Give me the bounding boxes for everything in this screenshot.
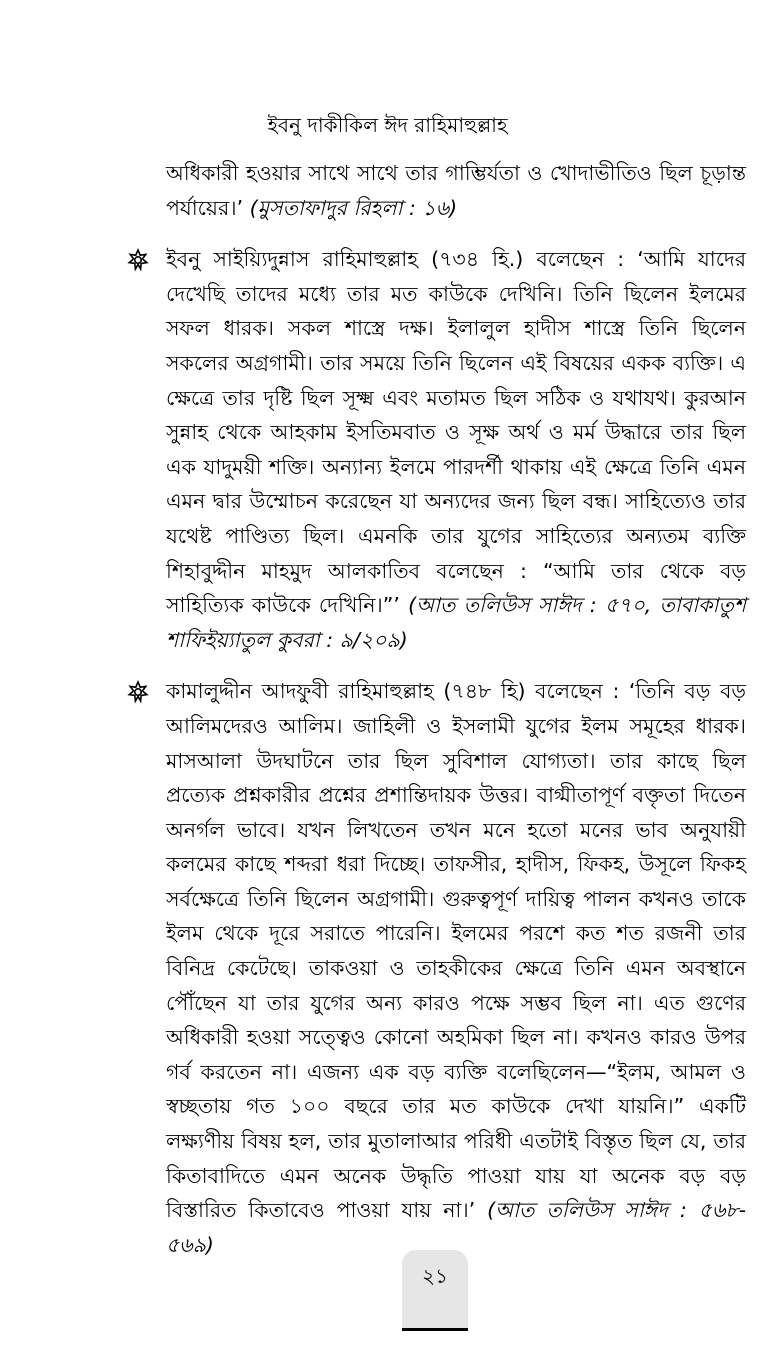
quote-item — [166, 242, 746, 657]
running-header: ইবনু দাকীকিল ঈদ রাহিমাহুল্লাহ — [267, 113, 508, 137]
flower-bullet-icon — [126, 248, 150, 272]
quote-paragraph — [166, 242, 746, 657]
page-number: ২১ — [422, 1264, 448, 1288]
flower-bullet-icon — [126, 680, 150, 704]
page-number-tab — [402, 1250, 468, 1328]
page-number-rule — [402, 1328, 468, 1331]
quote-citation: (আত তলিউস সাঈদ : ৫৬৮- ৫৬৯) — [166, 1198, 746, 1257]
intro-paragraph — [166, 156, 746, 225]
quote-paragraph — [166, 674, 746, 1262]
intro-citation: (মুসতাফাদুর রিহলা : ১৬) — [249, 195, 458, 220]
quote-text: ইবনু সাইয়্যিদুন্নাস রাহিমাহুল্লাহ (৭৩৪ হি.) বলেছেন : ‘আমি যাদের দেখেছি তাদের মধ্যে তার মত কাউকে দেখিনি। তিনি ছিলেন ইলমের সফল ধারক। সকল শাস্ত্রে দক্ষ। ইলালুল হাদীস শাস্ত্রে তিনি ছিলেন সকলের অগ্রগামী। তার সময়ে তিনি ছিলেন এই বিষয়ের একক ব্যক্তি। এ ক্ষেত্রে তার দৃষ্টি ছিল সূক্ষ্ম এবং মতামত ছিল সঠিক ও যথাযথ। কুরআন সুন্নাহ থেকে আহকাম ইসতিমবাত ও সূক্ষ অর্থ ও মর্ম উদ্ধারে তার ছিল এক যাদুময়ী শক্তি। অন্যান্য ইলমে পারদর্শী থাকায় এই ক্ষেত্রে তিনি এমন এমন দ্বার উম্মোচন করেছেন যা অন্যদের জন্য ছিল বন্ধ। সাহিত্যেও তার যথেষ্ট পাণ্ডিত্য ছিল। এমনকি তার যুগের সাহিত্যের অন্যতম ব্যক্তি শিহাবুদ্দীন মাহমুদ আলকাতিব বলেছেন : “আমি তার থেকে বড় সাহিত্যিক কাউকে দেখিনি।”’ — [166, 247, 746, 618]
quote-item — [166, 674, 746, 1262]
intro-text: অধিকারী হওয়ার সাথে সাথে তার গাম্ভির্যতা ও খোদাভীতিও ছিল চূড়ান্ত পর্যায়ের।’ — [166, 161, 746, 220]
quote-citation: (আত তলিউস সাঈদ : ৫৭০, তাবাকাতুশ শাফিইয়্যাতুল কুবরা : ৯/২০৯) — [166, 593, 746, 652]
page-body — [166, 156, 746, 1262]
quote-text: কামালুদ্দীন আদফুবী রাহিমাহুল্লাহ (৭৪৮ হি) বলেছেন : ‘তিনি বড় বড় আলিমদেরও আলিম। জাহিলী ও ইসলামী যুগের ইলম সমূহের ধারক। মাসআলা উদঘাটনে তার ছিল সুবিশাল যোগ্যতা। তার কাছে ছিল প্রত্যেক প্রশ্নকারীর প্রশ্নের প্রশান্তিদায়ক উত্তর। বাগ্মীতাপূর্ণ বক্তৃতা দিতেন অনর্গল ভাবে। যখন লিখতেন তখন মনে হতো মনের ভাব অনুযায়ী কলমের কাছে শব্দরা ধরা দিচ্ছে। তাফসীর, হাদীস, ফিকহ, উসূলে ফিকহ সর্বক্ষেত্রে তিনি ছিলেন অগ্রগামী। গুরুত্বপূর্ণ দায়িত্ব পালন কখনও তাকে ইলম থেকে দূরে সরাতে পারেনি। ইলমের পরশে কত শত রজনী তার বিনিদ্র কেটেছে। তাকওয়া ও তাহকীকের ক্ষেত্রে তিনি এমন অবস্থানে পৌঁছেন যা তার যুগের অন্য কারও পক্ষে সম্ভব ছিল না। এত গুণের অধিকারী হওয়া সত্ত্বেও কোনো অহমিকা ছিল না। কখনও কারও উপর গর্ব করতেন না। এজন্য এক বড় ব্যক্তি বলেছিলেন—“ইলম, আমল ও স্বচ্ছতায় গত ১০০ বছরে তার মত কাউকে দেখা যায়নি।” একটি লক্ষ্যণীয় বিষয় হল, তার মুতালাআর পরিধী এতটাই বিস্তৃত ছিল যে, তার কিতাবাদিতে এমন অনেক উদ্ধৃতি পাওয়া যায় যা অনেক বড় বড় বিস্তারিত কিতাবেও পাওয়া যায় না।’ — [166, 679, 746, 1223]
